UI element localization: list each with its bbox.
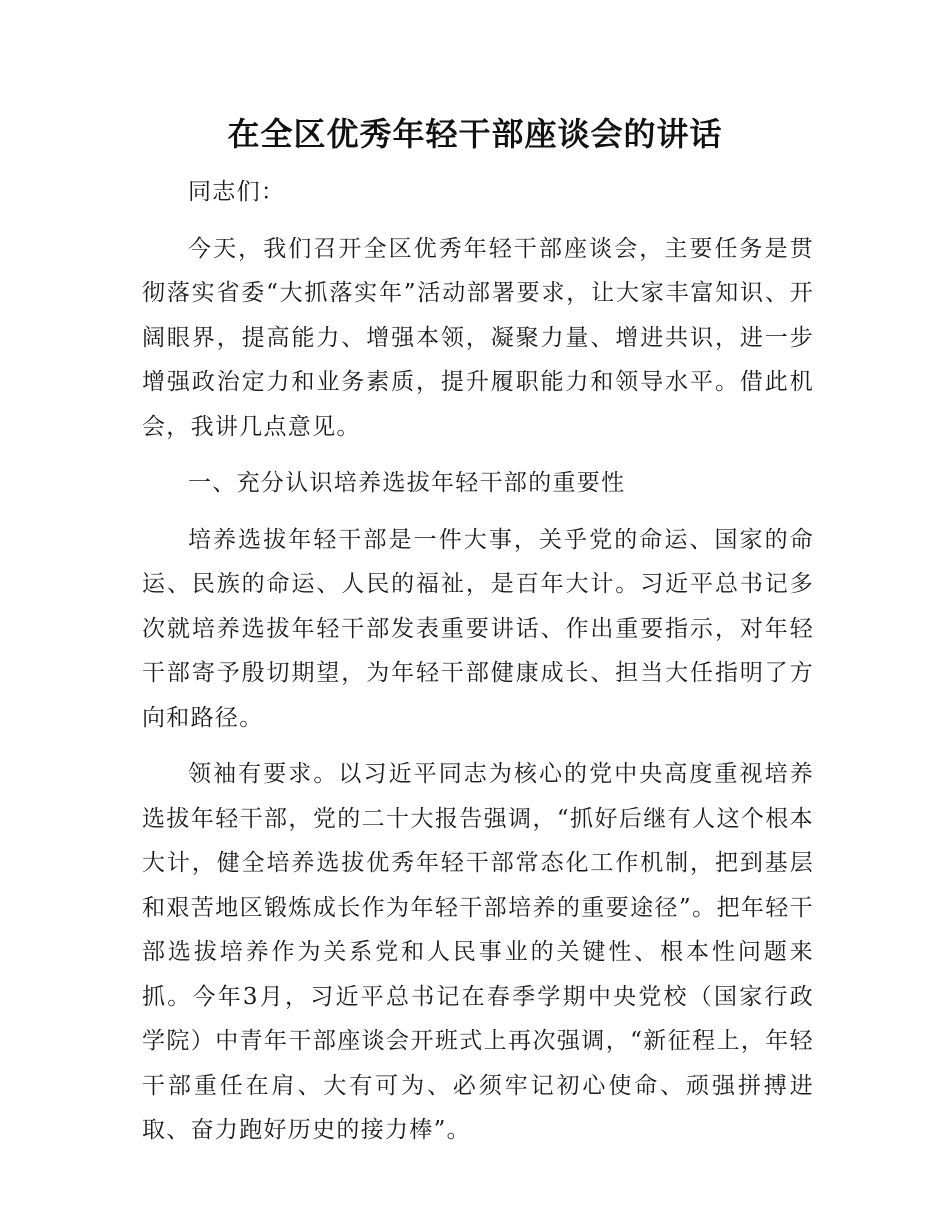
document-body (142, 170, 814, 1165)
document-title: 在全区优秀年轻干部座谈会的讲话 (227, 115, 723, 153)
section-heading-1: 一、充分认识培养选拔年轻干部的重要性 (188, 470, 626, 496)
paragraph-leader-requirements: 领袖有要求。以习近平同志为核心的党中央高度重视培养选拔年轻干部，党的二十大报告强调，“抓好后继有人这个根本大计，健全培养选拔优秀年轻干部常态化工作机制，把到基层和艰苦地区锻炼成长作为年轻干部培养的重要途径”。把年轻干部选拔培养作为关系党和人民事业的关键性、根本性问题来抓。今年3月，习近平总书记在春季学期中央党校（国家行政学院）中青年干部座谈会开班式上再次强调，“新征程上，年轻干部重任在肩、大有可为、必须牢记初心使命、顽强拼搏进取、奋力跑好历史的接力棒”。 (142, 761, 814, 1143)
paragraph-intro: 今天，我们召开全区优秀年轻干部座谈会，主要任务是贯彻落实省委“大抓落实年”活动部署要求，让大家丰富知识、开阔眼界，提高能力、增强本领，凝聚力量、增进共识，进一步增强政治定力和业务素质，提升履职能力和领导水平。借此机会，我讲几点意见。 (142, 235, 814, 440)
paragraph-importance: 培养选拔年轻干部是一件大事，关乎党的命运、国家的命运、民族的命运、人民的福祉，是百年大计。习近平总书记多次就培养选拔年轻干部发表重要讲话、作出重要指示，对年轻干部寄予殷切期望，为年轻干部健康成长、担当大任指明了方向和路径。 (142, 526, 814, 731)
salutation: 同志们： (188, 179, 286, 205)
